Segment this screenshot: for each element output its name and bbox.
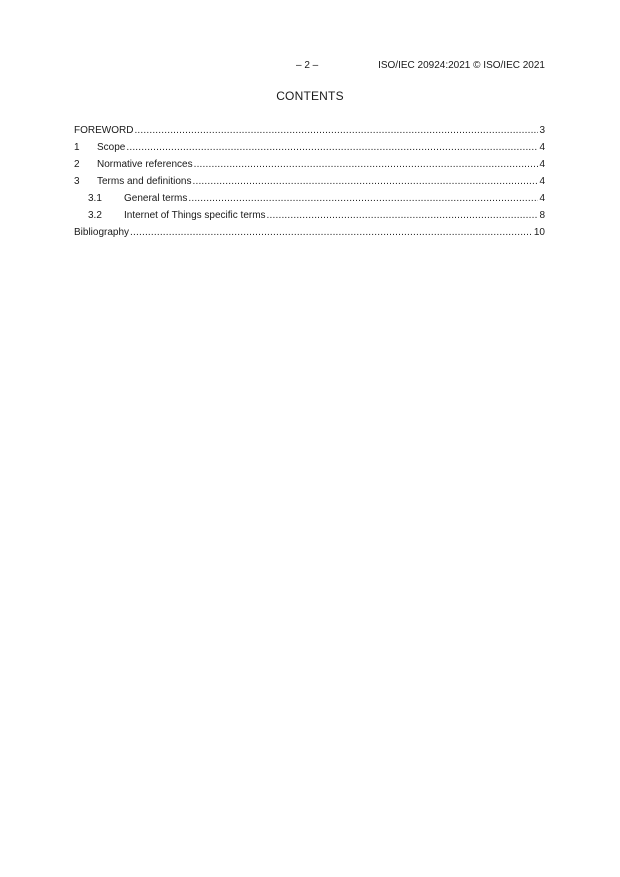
- toc-dot-leader: [267, 209, 539, 222]
- toc-dot-leader: [134, 124, 538, 137]
- toc-entry-foreword[interactable]: [74, 124, 545, 141]
- document-reference: ISO/IEC 20924:2021 © ISO/IEC 2021: [378, 60, 545, 71]
- toc-entry-page: 4: [539, 193, 545, 204]
- toc-entry-label: Internet of Things specific terms: [124, 210, 266, 221]
- toc-entry-label: FOREWORD: [74, 125, 134, 136]
- toc-entry-label: Scope: [97, 142, 126, 153]
- toc-entry-iot-specific-terms[interactable]: [74, 209, 545, 226]
- toc-entry-bibliography[interactable]: [74, 226, 545, 243]
- toc-entry-label: General terms: [124, 193, 188, 204]
- toc-dot-leader: [130, 226, 533, 239]
- toc-entry-page: 4: [539, 176, 545, 187]
- page-number: – 2 –: [296, 60, 319, 71]
- toc-entry-terms-and-definitions[interactable]: [74, 175, 545, 192]
- toc-dot-leader: [188, 192, 538, 205]
- toc-entry-number: 3: [74, 176, 80, 187]
- table-of-contents: [74, 124, 545, 243]
- page-header: [74, 60, 545, 74]
- toc-entry-number: 1: [74, 142, 80, 153]
- toc-dot-leader: [194, 158, 539, 171]
- toc-entry-page: 4: [539, 142, 545, 153]
- contents-title: CONTENTS: [276, 89, 344, 103]
- toc-entry-number: 2: [74, 159, 80, 170]
- toc-entry-page: 10: [533, 227, 545, 238]
- toc-entry-page: 3: [539, 125, 545, 136]
- toc-entry-label: Bibliography: [74, 227, 130, 238]
- toc-dot-leader: [193, 175, 539, 188]
- toc-entry-page: 4: [539, 159, 545, 170]
- toc-entry-label: Terms and definitions: [97, 176, 192, 187]
- toc-entry-scope[interactable]: [74, 141, 545, 158]
- toc-entry-general-terms[interactable]: [74, 192, 545, 209]
- toc-entry-number: 3.2: [88, 210, 102, 221]
- toc-entry-number: 3.1: [88, 193, 102, 204]
- toc-entry-label: Normative references: [97, 159, 193, 170]
- toc-dot-leader: [126, 141, 538, 154]
- toc-entry-normative-references[interactable]: [74, 158, 545, 175]
- toc-entry-page: 8: [539, 210, 545, 221]
